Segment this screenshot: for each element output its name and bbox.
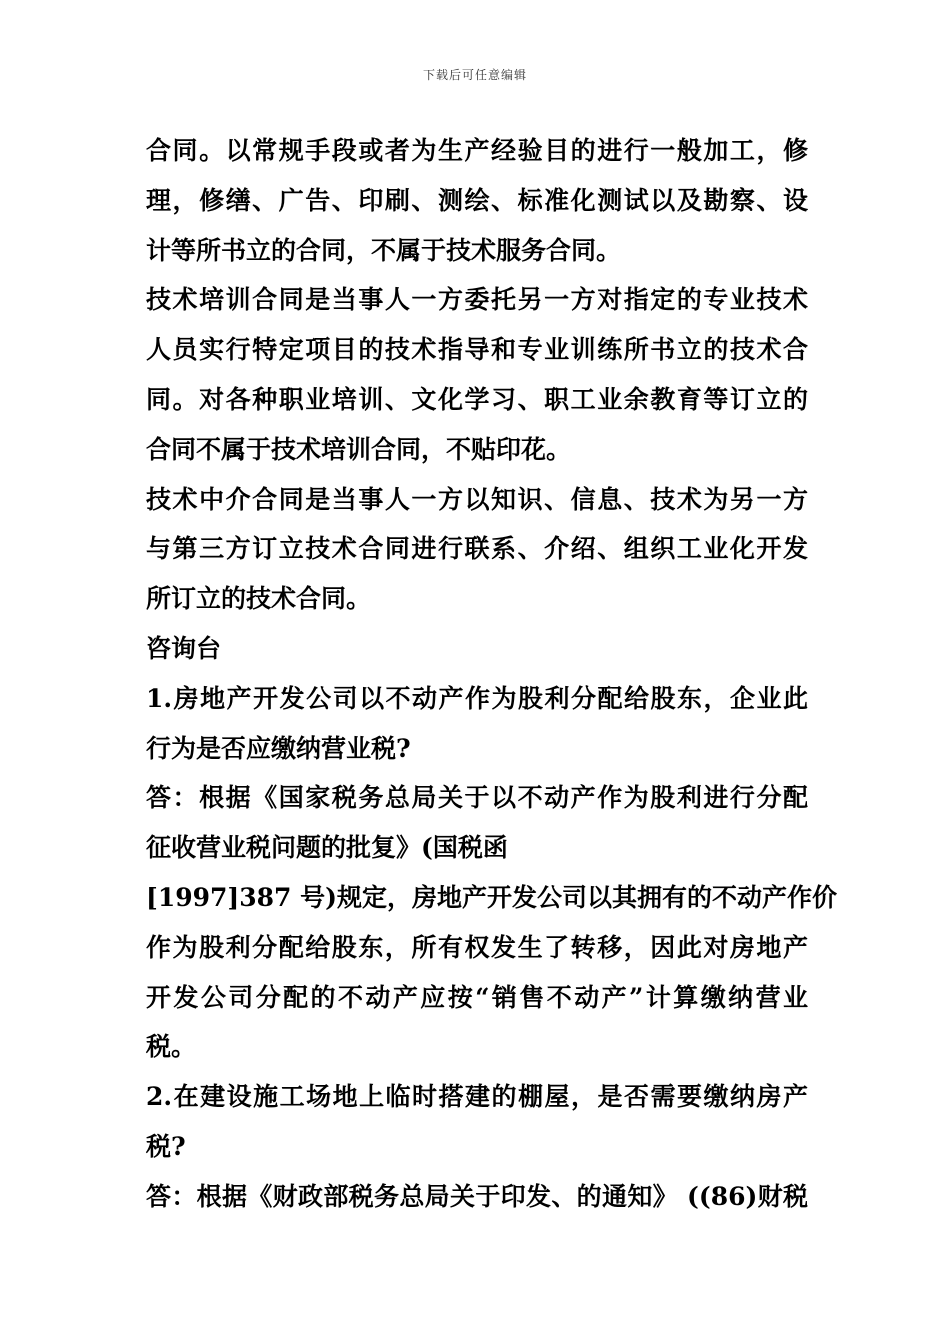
text-line: 计等所书立的合同，不属于技术服务合同。 bbox=[146, 235, 622, 265]
text-line: 理，修缮、广告、印刷、测绘、标准化测试以及勘察、设 bbox=[146, 185, 808, 215]
text-line: 同。对各种职业培训、文化学习、职工业余教育等订立的 bbox=[146, 384, 808, 414]
section-heading: 咨询台 bbox=[146, 633, 222, 663]
answer-line: 税。 bbox=[146, 1032, 197, 1062]
question-line: 行为是否应缴纳营业税? bbox=[146, 733, 411, 763]
text-line: 合同。以常规手段或者为生产经验目的进行一般加工，修 bbox=[146, 136, 808, 165]
answer-line: 答：根据《财政部税务总局关于印发、的通知》 ((86)财税 bbox=[146, 1181, 808, 1211]
question-line: 税? bbox=[146, 1131, 186, 1161]
text-line: 与第三方订立技术合同进行联系、介绍、组织工业化开发 bbox=[146, 534, 808, 564]
document-body bbox=[146, 126, 837, 1222]
text-line: 技术培训合同是当事人一方委托另一方对指定的专业技术 bbox=[146, 285, 808, 315]
text-line: 人员实行特定项目的技术指导和专业训练所书立的技术合 bbox=[146, 335, 808, 365]
text-line: 合同不属于技术培训合同，不贴印花。 bbox=[146, 434, 572, 464]
text-line: 技术中介合同是当事人一方以知识、信息、技术为另一方 bbox=[146, 484, 808, 514]
answer-line: 答：根据《国家税务总局关于以不动产作为股利进行分配 bbox=[146, 783, 808, 813]
question-line: 2.在建设施工场地上临时搭建的棚屋，是否需要缴纳房产 bbox=[146, 1082, 808, 1112]
answer-line: 开发公司分配的不动产应按“销售不动产”计算缴纳营业 bbox=[146, 982, 808, 1012]
text-line: 所订立的技术合同。 bbox=[146, 584, 372, 614]
page-header: 下载后可任意编辑 bbox=[422, 68, 527, 82]
answer-line: [1997]387 号)规定，房地产开发公司以其拥有的不动产作价 bbox=[146, 882, 837, 912]
question-line: 1.房地产开发公司以不动产作为股利分配给股东，企业此 bbox=[146, 683, 808, 713]
answer-line: 作为股利分配给股东，所有权发生了转移，因此对房地产 bbox=[146, 932, 808, 962]
answer-line: 征收营业税问题的批复》(国税函 bbox=[146, 833, 508, 863]
